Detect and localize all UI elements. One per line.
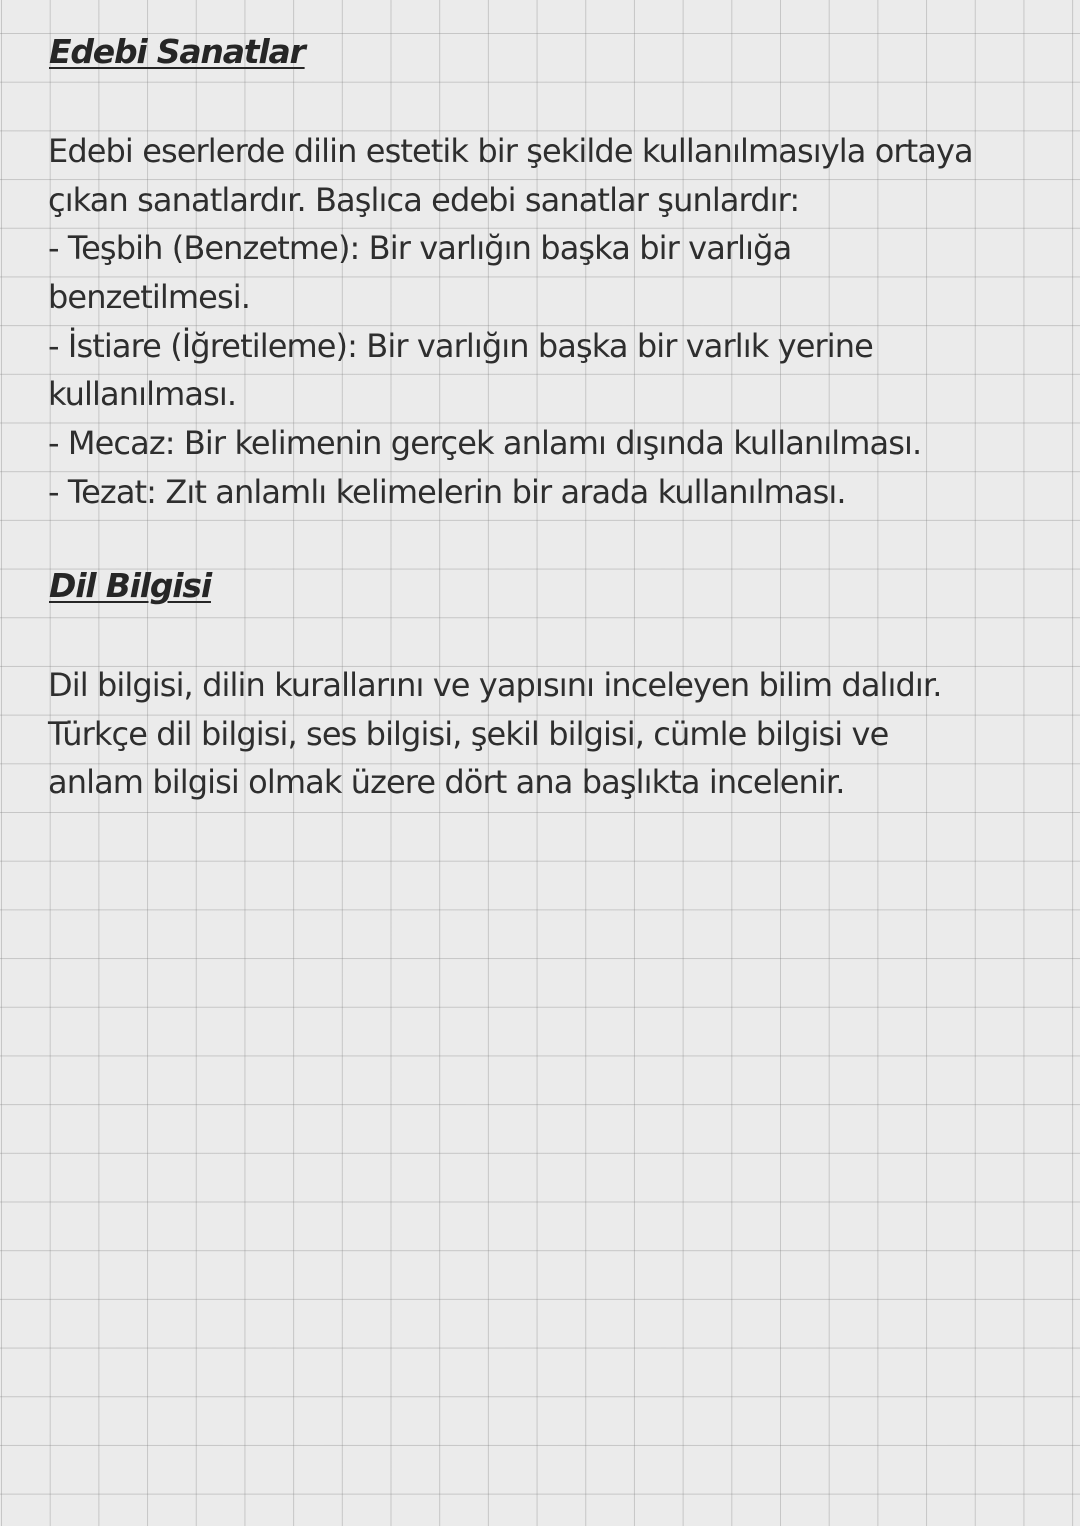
section-title-dil-bilgisi: Dil Bilgisi xyxy=(49,566,211,605)
text-line: benzetilmesi. xyxy=(48,278,250,317)
text-line: çıkan sanatlardır. Başlıca edebi sanatlar şunlardır: xyxy=(48,180,800,219)
list-item-istiare: - İstiare (İğretileme): Bir varlığın başka bir varlık yerine xyxy=(48,326,873,365)
list-item-tesbih: - Teşbih (Benzetme): Bir varlığın başka bir varlığa xyxy=(48,229,792,268)
text-line: anlam bilgisi olmak üzere dört ana başlıkta incelenir. xyxy=(48,763,845,802)
list-item-mecaz: - Mecaz: Bir kelimenin gerçek anlamı dışında kullanılması. xyxy=(48,424,922,463)
text-line: Türkçe dil bilgisi, ses bilgisi, şekil bilgisi, cümle bilgisi ve xyxy=(48,714,889,753)
section-title-edebi-sanatlar: Edebi Sanatlar xyxy=(49,32,305,71)
section-body-edebi-sanatlar xyxy=(48,127,1048,517)
list-item-tezat: - Tezat: Zıt anlamlı kelimelerin bir arada kullanılması. xyxy=(48,472,846,511)
text-line: Edebi eserlerde dilin estetik bir şekilde kullanılmasıyla ortaya xyxy=(48,132,973,170)
text-line: kullanılması. xyxy=(48,375,237,414)
section-body-dil-bilgisi xyxy=(48,661,1048,807)
text-line: Dil bilgisi, dilin kurallarını ve yapısını inceleyen bilim dalıdır. xyxy=(48,666,942,704)
